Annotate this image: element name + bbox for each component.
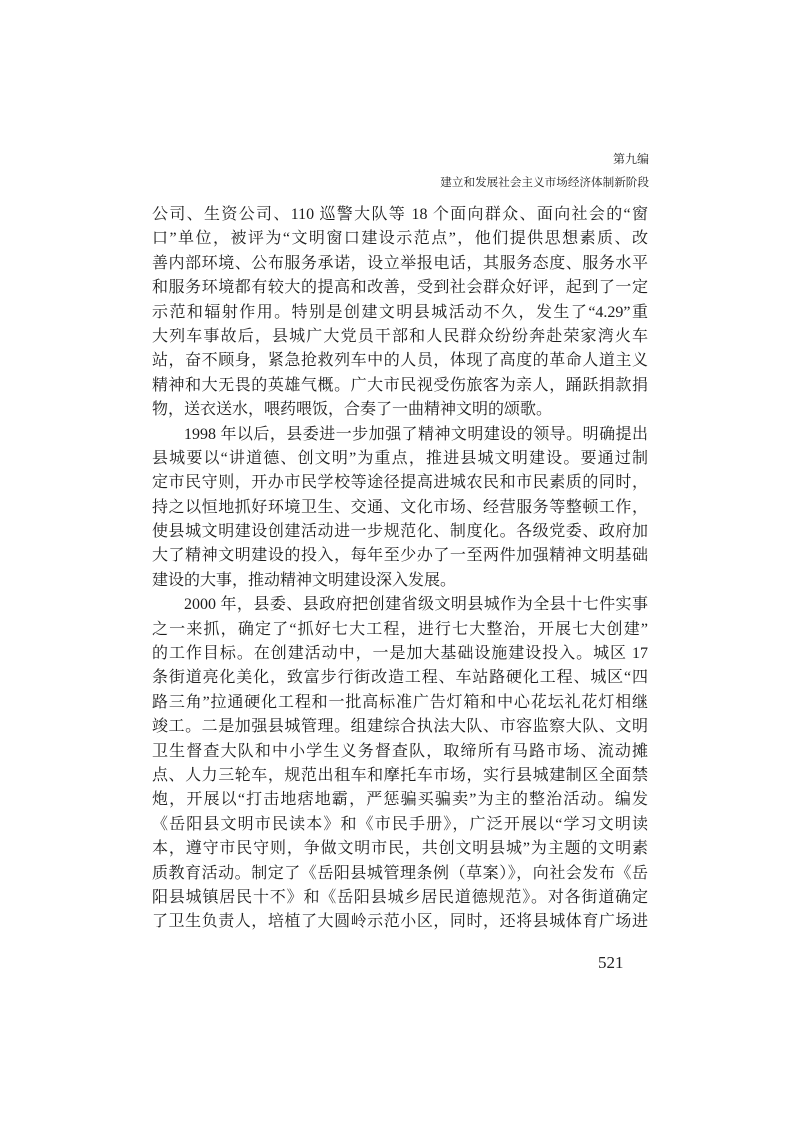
text-line: 示范和辐射作用。特别是创建文明县城活动不久，发生了“4.29”重 (152, 303, 648, 321)
text-line: 的工作目标。在创建活动中，一是加大基础设施建设投入。城区 17 (152, 645, 648, 663)
text-line: 物，送衣送水，喂药喂饭，合奏了一曲精神文明的颂歌。 (152, 401, 553, 419)
page-number: 521 (598, 953, 624, 972)
text-line: 善内部环境、公布服务承诺，设立举报电话，其服务态度、服务水平 (152, 254, 648, 272)
text-line: 了卫生负责人，培植了大圆岭示范小区，同时，还将县城体育广场进 (152, 913, 648, 931)
text-line: 大列车事故后，县城广大党员干部和人民群众纷纷奔赴荣家湾火车 (152, 327, 648, 345)
paragraph (152, 593, 648, 934)
text-line: 卫生督查大队和中小学生义务督查队，取缔所有马路市场、流动摊 (152, 742, 648, 760)
paragraph (152, 423, 648, 594)
text-line: 本，遵守市民守则，争做文明市民，共创文明县城”为主题的文明素 (152, 840, 648, 858)
body-text (152, 203, 648, 935)
text-line: 建设的大事，推动精神文明建设深入发展。 (152, 571, 457, 589)
header-part-label: 第九编 (612, 152, 649, 166)
text-line: 点、人力三轮车，规范出租车和摩托车市场，实行县城建制区全面禁 (152, 766, 648, 784)
text-line: 定市民守则，开办市民学校等途径提高进城农民和市民素质的同时， (152, 474, 648, 492)
text-line: 2000 年，县委、县政府把创建省级文明县城作为全县十七件实事 (184, 596, 648, 614)
text-line: 质教育活动。制定了《岳阳县城管理条例（草案）》，向社会发布《岳 (152, 864, 648, 882)
text-line: 县城要以“讲道德、创文明”为重点，推进县城文明建设。要通过制 (152, 449, 648, 467)
paragraph (152, 203, 648, 423)
running-header (440, 148, 649, 194)
text-line: 和服务环境都有较大的提高和改善，受到社会群众好评，起到了一定 (152, 279, 648, 297)
text-line: 1998 年以后，县委进一步加强了精神文明建设的领导。明确提出 (184, 425, 648, 443)
text-line: 口”单位，被评为“文明窗口建设示范点”，他们提供思想素质、改 (152, 230, 648, 248)
text-line: 《岳阳县文明市民读本》和《市民手册》，广泛开展以“学习文明读 (152, 815, 648, 833)
text-line: 大了精神文明建设的投入，每年至少办了一至两件加强精神文明基础 (152, 547, 648, 565)
header-section-title: 建立和发展社会主义市场经济体制新阶段 (440, 176, 649, 189)
text-line: 之一来抓，确定了“抓好七大工程，进行七大整治，开展七大创建” (152, 620, 648, 638)
text-line: 竣工。二是加强县城管理。组建综合执法大队、市容监察大队、文明 (152, 718, 648, 736)
text-line: 路三角”拉通硬化工程和一批高标准广告灯箱和中心花坛礼花灯相继 (152, 693, 648, 711)
text-line: 站，奋不顾身，紧急抢救列车中的人员，体现了高度的革命人道主义 (152, 352, 648, 370)
text-line: 公司、生资公司、110 巡警大队等 18 个面向群众、面向社会的“窗 (152, 206, 648, 223)
text-line: 阳县城镇居民十不》和《岳阳县城乡居民道德规范》。对各街道确定 (152, 888, 648, 906)
text-line: 精神和大无畏的英雄气概。广大市民视受伤旅客为亲人，踊跃捐款捐 (152, 376, 648, 394)
text-line: 条街道亮化美化，致富步行街改造工程、车站路硬化工程、城区“四 (152, 669, 648, 687)
text-line: 使县城文明建设创建活动进一步规范化、制度化。各级党委、政府加 (152, 523, 648, 541)
text-line: 持之以恒地抓好环境卫生、交通、文化市场、经营服务等整顿工作， (152, 498, 648, 516)
text-line: 炮，开展以“打击地痞地霸，严惩骗买骗卖”为主的整治活动。编发 (152, 791, 648, 809)
